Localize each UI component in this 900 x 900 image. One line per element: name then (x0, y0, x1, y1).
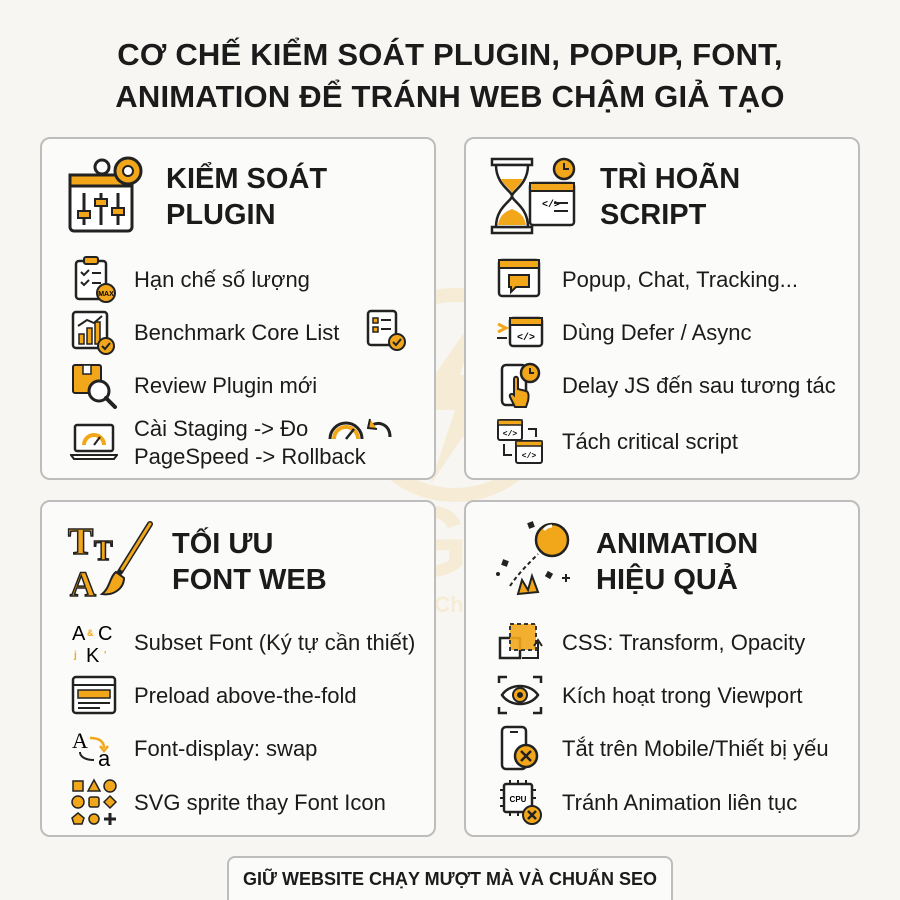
chart-check-icon (70, 308, 118, 356)
laptop-gauge-icon (70, 417, 118, 465)
card-title-line-2: PLUGIN (166, 199, 276, 231)
bounce-ball-icon (490, 516, 574, 600)
list-item (466, 724, 858, 774)
list-item (466, 618, 858, 668)
eye-viewport-icon (496, 671, 544, 719)
list-item (42, 417, 434, 467)
item-text: Benchmark Core List (134, 320, 340, 345)
card-title (600, 161, 740, 233)
list-item (466, 361, 858, 411)
card-effective-animation (464, 500, 860, 837)
item-text: Review Plugin mới (134, 373, 318, 398)
item-text-line-1: Cài Staging -> Đo (134, 416, 309, 441)
svg-text:': ' (104, 650, 107, 661)
font-brush-icon (66, 516, 150, 600)
card-title-line-1: KIỂM SOÁT (166, 163, 328, 195)
card-title (166, 161, 327, 233)
svg-text:j: j (74, 650, 77, 661)
svg-text:</>: </> (502, 430, 518, 439)
card-title-line-2: FONT WEB (172, 564, 327, 596)
list-item (466, 308, 858, 358)
item-text: Subset Font (Ký tự cần thiết) (134, 630, 416, 655)
card-title-line-1: TRÌ HOÃN (600, 163, 741, 195)
item-text: Tách critical script (562, 429, 739, 454)
letters-subset-icon (70, 618, 118, 666)
item-text: Kích hoạt trong Viewport (562, 683, 803, 708)
watermark-subtitle: Nhanh - Chuẩn - Đẹp (346, 592, 564, 617)
layout-window-icon (70, 671, 118, 719)
svg-text:A: A (70, 564, 96, 600)
item-text: Tắt trên Mobile/Thiết bị yếu (562, 736, 829, 761)
card-title (172, 526, 327, 598)
card-title (596, 526, 758, 598)
list-item (42, 778, 434, 828)
cpu-stop-icon (496, 778, 544, 826)
list-item (42, 671, 434, 721)
font-swap-icon (70, 724, 118, 772)
svg-text:</>: </> (521, 452, 537, 461)
list-item (42, 618, 434, 668)
item-text: Preload above-the-fold (134, 683, 357, 708)
svg-text:CPU: CPU (509, 795, 527, 804)
svg-text:T: T (94, 536, 113, 567)
svg-text:</>: </> (542, 200, 561, 211)
browser-chat-icon (496, 255, 544, 303)
code-arrow-icon (496, 308, 544, 356)
shapes-grid-icon (70, 778, 118, 826)
item-text: Delay JS đến sau tương tác (562, 373, 836, 398)
footer-banner: GIỮ WEBSITE CHẠY MƯỢT MÀ VÀ CHUẨN SEO (227, 856, 673, 900)
box-search-icon (70, 361, 118, 409)
clipboard-max-icon (70, 255, 118, 303)
svg-text:A: A (72, 623, 86, 645)
split-code-icon (496, 417, 544, 465)
card-font-optimization (40, 500, 436, 837)
title-line-1: CƠ CHẾ KIỂM SOÁT PLUGIN, POPUP, FONT, (117, 37, 783, 72)
list-item (466, 671, 858, 721)
list-item (466, 417, 858, 467)
page-title (0, 34, 900, 118)
svg-text:K: K (86, 645, 100, 666)
svg-text:</>: </> (516, 333, 536, 344)
list-item (466, 778, 858, 828)
phone-tap-timer-icon (496, 361, 544, 409)
card-plugin-control (40, 137, 436, 480)
list-item (42, 255, 434, 305)
svg-text:A: A (72, 728, 88, 753)
svg-text:C: C (98, 623, 113, 645)
list-item (466, 255, 858, 305)
item-text: Font-display: swap (134, 736, 318, 761)
gauge-rollback-icon (326, 409, 396, 453)
hourglass-code-icon (488, 155, 572, 239)
item-text: Dùng Defer / Async (562, 320, 752, 345)
list-item (42, 308, 434, 358)
card-title-line-1: ANIMATION (596, 528, 759, 560)
transform-squares-icon (496, 618, 544, 666)
svg-text:&: & (87, 628, 94, 638)
svg-text:MAX: MAX (98, 291, 114, 298)
card-defer-script (464, 137, 860, 480)
card-title-line-2: SCRIPT (600, 199, 707, 231)
svg-text:a: a (98, 746, 111, 771)
item-text: Hạn chế số lượng (134, 267, 310, 292)
title-line-2: ANIMATION ĐỂ TRÁNH WEB CHẬM GIẢ TẠO (115, 79, 785, 114)
list-item (42, 361, 434, 411)
watermark-text: LIGHT (290, 486, 620, 598)
settings-sliders-icon (66, 153, 150, 237)
item-text: SVG sprite thay Font Icon (134, 790, 386, 815)
card-title-line-1: TỐI ƯU (172, 528, 274, 560)
svg-text:T: T (68, 521, 94, 563)
item-text: CSS: Transform, Opacity (562, 630, 806, 655)
card-title-line-2: HIỆU QUẢ (596, 564, 738, 596)
item-text: Popup, Chat, Tracking... (562, 267, 799, 292)
item-text: Tránh Animation liên tục (562, 790, 798, 815)
list-item (42, 724, 434, 774)
checklist-icon (364, 308, 408, 352)
item-text-line-2: PageSpeed -> Rollback (134, 444, 366, 469)
phone-disable-icon (496, 724, 544, 772)
